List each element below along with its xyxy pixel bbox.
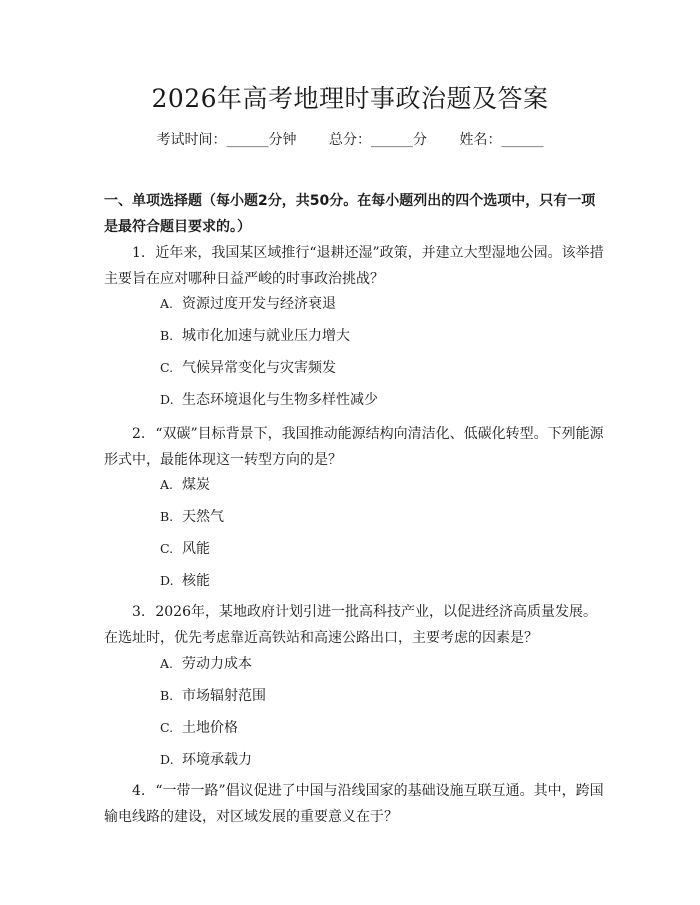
option-letter: A.	[160, 477, 174, 492]
option-text: 土地价格	[182, 720, 238, 736]
question-4	[104, 778, 604, 830]
option-letter: C.	[160, 720, 174, 735]
question-number: 3.	[132, 604, 146, 620]
question-2	[104, 421, 604, 473]
option-1a[interactable]	[160, 293, 336, 315]
question-text: 近年来，我国某区域推行“退耕还湿”政策，并建立大型湿地公园。该举措主要旨在应对哪种日益严峻的时事政治挑战？	[104, 245, 604, 287]
option-2c[interactable]	[160, 538, 210, 560]
option-letter: D.	[160, 392, 174, 407]
question-number: 2.	[132, 426, 146, 442]
option-letter: D.	[160, 752, 174, 767]
option-3d[interactable]	[160, 749, 252, 771]
option-1b[interactable]	[160, 325, 350, 347]
exam-time-field: 考试时间：______分钟	[156, 132, 297, 148]
option-text: 市场辐射范围	[182, 688, 266, 704]
total-score-field: 总分：______分	[329, 132, 427, 148]
question-number: 4.	[132, 783, 146, 799]
student-name-field: 姓名：______	[459, 132, 544, 148]
option-text: 环境承载力	[182, 752, 252, 768]
question-text: “一带一路”倡议促进了中国与沿线国家的基础设施互联互通。其中，跨国输电线路的建设，对区域发展的重要意义在于？	[104, 783, 604, 825]
option-text: 煤炭	[182, 477, 210, 493]
question-text: “双碳”目标背景下，我国推动能源结构向清洁化、低碳化转型。下列能源形式中，最能体现这一转型方向的是？	[104, 426, 604, 468]
page-title: 2026年高考地理时事政治题及答案	[151, 84, 549, 113]
question-text: 2026年，某地政府计划引进一批高科技产业，以促进经济高质量发展。在选址时，优先考虑靠近高铁站和高速公路出口，主要考虑的因素是？	[104, 604, 597, 646]
option-3a[interactable]	[160, 653, 252, 675]
option-letter: B.	[160, 328, 174, 343]
question-3	[104, 599, 604, 651]
option-2a[interactable]	[160, 474, 210, 496]
option-letter: C.	[160, 541, 174, 556]
option-letter: A.	[160, 296, 174, 311]
option-text: 资源过度开发与经济衰退	[182, 296, 336, 312]
option-text: 劳动力成本	[182, 656, 252, 672]
option-2b[interactable]	[160, 506, 224, 528]
option-text: 风能	[182, 541, 210, 557]
option-text: 生态环境退化与生物多样性减少	[182, 392, 378, 408]
option-letter: D.	[160, 573, 174, 588]
question-1	[104, 240, 604, 292]
question-number: 1.	[132, 245, 146, 261]
option-letter: B.	[160, 509, 174, 524]
option-1c[interactable]	[160, 357, 336, 379]
option-letter: B.	[160, 688, 174, 703]
option-text: 城市化加速与就业压力增大	[182, 328, 350, 344]
option-1d[interactable]	[160, 389, 378, 411]
option-letter: A.	[160, 656, 174, 671]
option-letter: C.	[160, 360, 174, 375]
option-3b[interactable]	[160, 685, 266, 707]
option-text: 天然气	[182, 509, 224, 525]
option-text: 核能	[182, 573, 210, 589]
exam-meta	[0, 128, 700, 152]
section-heading: 一、单项选择题（每小题2分，共50分。在每小题列出的四个选项中，只有一项是最符合题目要求的。）	[104, 193, 596, 235]
option-3c[interactable]	[160, 717, 238, 739]
option-2d[interactable]	[160, 570, 210, 592]
option-text: 气候异常变化与灾害频发	[182, 360, 336, 376]
